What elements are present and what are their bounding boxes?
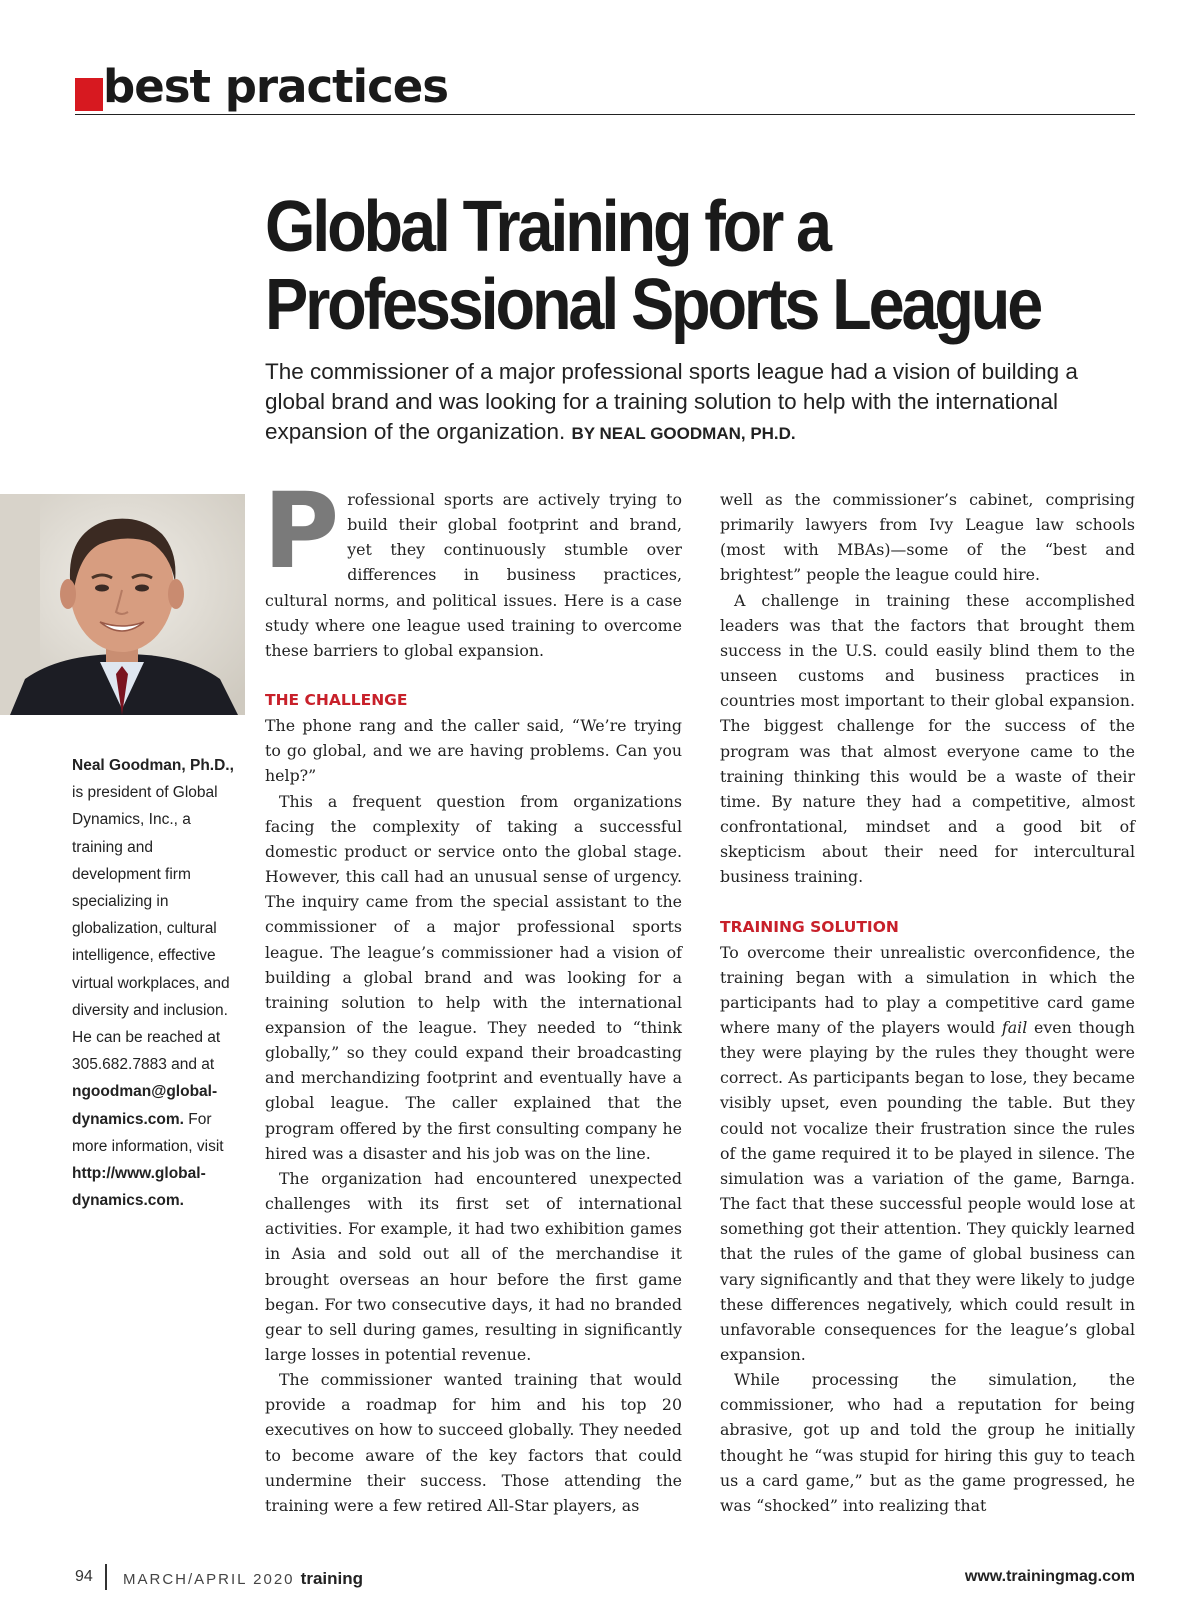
author-portrait-icon: [0, 494, 245, 715]
section-header: [75, 60, 1135, 115]
author-bio-text-1: is president of Global Dynamics, Inc., a training and development firm specializing in globalization, cultural intelligence, effective virtual workplaces, and diversity and inclusion. He can be reached at 305.682.7883 and at: [72, 784, 230, 1074]
headline-line-2: Professional Sports League: [265, 265, 1041, 345]
paragraph-3: The organization had encountered unexpected challenges with its first set of international activities. For example, it had two exhibition games in Asia and sold out all of the merchandise it brought overseas an hour before the first game began. For two consecutive days, it had no branded gear to sell during games, resulting in significantly large losses in potential revenue.: [265, 1168, 682, 1364]
article-deck: [265, 357, 1125, 449]
emphasis-fail: fail: [1001, 1017, 1028, 1037]
article-column-2: [720, 487, 1135, 1518]
author-photo: [0, 494, 245, 715]
issue-date-text: MARCH/APRIL 2020: [123, 1571, 295, 1588]
page-footer: [75, 1568, 1135, 1588]
drop-cap: P: [263, 470, 340, 592]
section-title: best practices: [103, 60, 449, 113]
author-website-link[interactable]: http://www.global-dynamics.com.: [72, 1165, 206, 1210]
byline: BY NEAL GOODMAN, PH.D.: [571, 424, 796, 443]
intro-text: rofessional sports are actively trying to build their global footprint and brand, yet they continuously stumble over differences in business practices, cultural norms, and political issues. Here is a case study where one league used training to overcome these barriers to global expansion.: [265, 490, 682, 660]
paragraph-2: This a frequent question from organizations facing the complexity of taking a successful domestic product or service onto the global stage. However, this call had an unusual sense of urgency. The inquiry came from the special assistant to the commissioner of a major professional sports league. The league’s commissioner had a vision of building a global brand and was looking for a training solution to help with the international expansion of the league. They needed to “think globally,” so they could expand their broadcasting and merchandizing footprint and eventually have a global league. The caller explained that the program offered by the first consulting company he hired was a disaster and his job was on the line.: [265, 791, 682, 1163]
author-name: Neal Goodman, Ph.D.,: [72, 757, 234, 774]
article-column-1: [263, 470, 682, 1518]
issue-date: [123, 1569, 363, 1589]
paragraph-4: well as the commissioner’s cabinet, comprising primarily lawyers from Ivy League law schools (most with MBAs)—some of the “best and brightest” people the league could hire.: [720, 490, 1135, 585]
author-bio: [72, 752, 237, 1214]
author-bio-text-2: For more information, visit: [72, 1110, 224, 1155]
paragraph-1: The phone rang and the caller said, “We’re trying to go global, and we are having problems. Can you help?”: [265, 716, 682, 786]
headline-line-1: Global Training for a: [265, 187, 829, 267]
heading-training-solution: TRAINING SOLUTION: [720, 917, 899, 936]
intro-paragraph: [263, 470, 682, 663]
paragraph-5: A challenge in training these accomplished leaders was that the factors that brought them success in the U.S. could easily blind them to the unseen customs and business practices in countries most important to their global expansion. The biggest challenge for the success of the program was that almost everyone came to the training thinking this would be a waste of their time. By nature they had a competitive, almost confrontational, mindset and a good bit of skepticism about their need for intercultural business training.: [720, 590, 1135, 887]
paragraph-7: While processing the simulation, the commissioner, who had a reputation for being abrasive, got up and told the group he initially thought he “was stupid for hiring this guy to teach us a card game,” but as the game progressed, he was “shocked” into realizing that: [720, 1370, 1135, 1515]
section-accent-block: [75, 78, 103, 111]
footer-divider: [105, 1564, 107, 1590]
heading-the-challenge: THE CHALLENGE: [265, 691, 408, 710]
paragraph-6-text-1: To overcome their unrealistic overconfidence, the training began with a simulation in which the participants had to play a competitive card game where many of the players would: [720, 942, 1135, 1037]
deck-text: The commissioner of a major professional sports league had a vision of building a global brand and was looking for a training solution to help with the international expansion of the organization.: [265, 359, 1078, 444]
magazine-name: training: [300, 1569, 364, 1588]
paragraph-6: [720, 940, 1135, 1368]
paragraph-4-part-1: The commissioner wanted training that would provide a roadmap for him and his top 20 executives on how to succeed globally. They needed to become aware of the key factors that could undermine their success. Those attending the training were a few retired All-Star players, as: [265, 1370, 682, 1515]
paragraph-6-text-2: even though they were playing by the rules they thought were correct. As participants began to lose, they became visibly upset, even pounding the table. But they could not vocalize their frustration since the rules of the game required it to be played in silence. The simulation was a variation of the game, Barnga. The fact that these successful people would lose at something got their attention. They quickly learned that the rules of the game of global business can vary significantly and that they were likely to judge these differences negatively, which could result in unfavorable consequences for the league’s global expansion.: [720, 1017, 1135, 1364]
website-link[interactable]: www.trainingmag.com: [964, 1568, 1135, 1585]
page-number: 94: [75, 1568, 93, 1585]
article-headline: [265, 188, 1057, 344]
author-email-link[interactable]: ngoodman@global-dynamics.com.: [72, 1083, 218, 1128]
